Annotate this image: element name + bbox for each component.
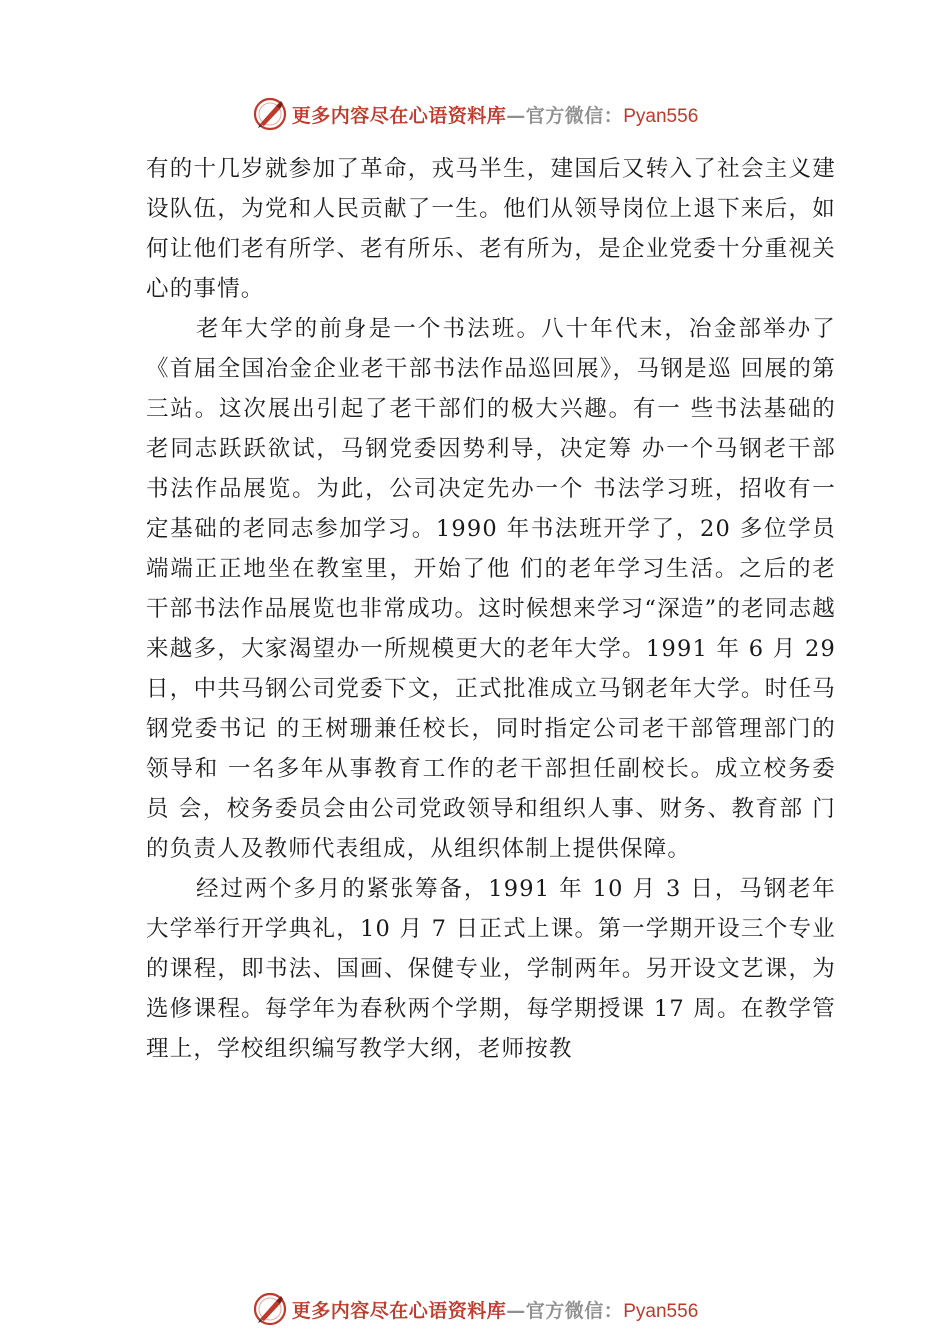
watermark-main: 更多内容尽在心语资料库	[291, 1299, 507, 1322]
pen-logo-icon	[252, 96, 288, 132]
paragraph-2: 老年大学的前身是一个书法班。八十年代末，冶金部举办了《首届全国冶金企业老干部书法作品巡回展》，马钢是巡 回展的第三站。这次展出引起了老干部们的极大兴趣。有一 些书法基础的老同志跃跃欲试，马钢党委因势利导，决定筹 办一个马钢老干部书法作品展览。为此，公司决定先办一个 书法学习班，招收有一定基础的老同志参加学习。1990 年书法班开学了，20 多位学员端端正正地坐在教室里，开始了他 们的老年学习生活。之后的老干部书法作品展览也非常成功。这时候想来学习“深造”的老同志越来越多，大家渴望办一所规模更大的老年大学。1991 年 6 月 29 日，中共马钢公司党委下文，正式批准成立马钢老年大学。时任马钢党委书记 的王树珊兼任校长，同时指定公司老干部管理部门的领导和 一名多年从事教育工作的老干部担任副校长。成立校务委员 会，校务委员会由公司党政领导和组织人事、财务、教育部 门的负责人及教师代表组成，从组织体制上提供保障。	[146, 316, 836, 862]
watermark-separator: —	[506, 1299, 526, 1322]
watermark-label: 官方微信：	[525, 1299, 624, 1322]
paragraph-1: 有的十几岁就参加了革命，戎马半生，建国后又转入了社会主义建设队伍，为党和人民贡献了一生。他们从领导岗位上退下来后，如何让他们老有所学、老有所乐、老有所为，是企业党委十分重视关心的事情。	[146, 156, 836, 302]
watermark-text	[292, 1296, 699, 1323]
watermark-label: 官方微信：	[525, 104, 624, 127]
watermark-text	[292, 101, 699, 128]
paragraph-3: 经过两个多月的紧张筹备，1991 年 10 月 3 日，马钢老年大学举行开学典礼，10 月 7 日正式上课。第一学期开设三个专业的课程，即书法、国画、保健专业，学制两年。另开设文艺课，为选修课程。每学年为春秋两个学期，每学期授课 17 周。在教学管理上，学校组织编写教学大纲，老师按教	[146, 876, 836, 1062]
pen-logo-icon	[252, 1291, 288, 1327]
header-watermark	[0, 94, 950, 134]
document-body	[146, 149, 836, 1069]
watermark-wechat-id: Pyan556	[623, 1300, 699, 1322]
watermark-wechat-id: Pyan556	[623, 105, 699, 127]
watermark-main: 更多内容尽在心语资料库	[291, 104, 507, 127]
footer-watermark	[0, 1289, 950, 1329]
watermark-separator: —	[506, 104, 526, 127]
